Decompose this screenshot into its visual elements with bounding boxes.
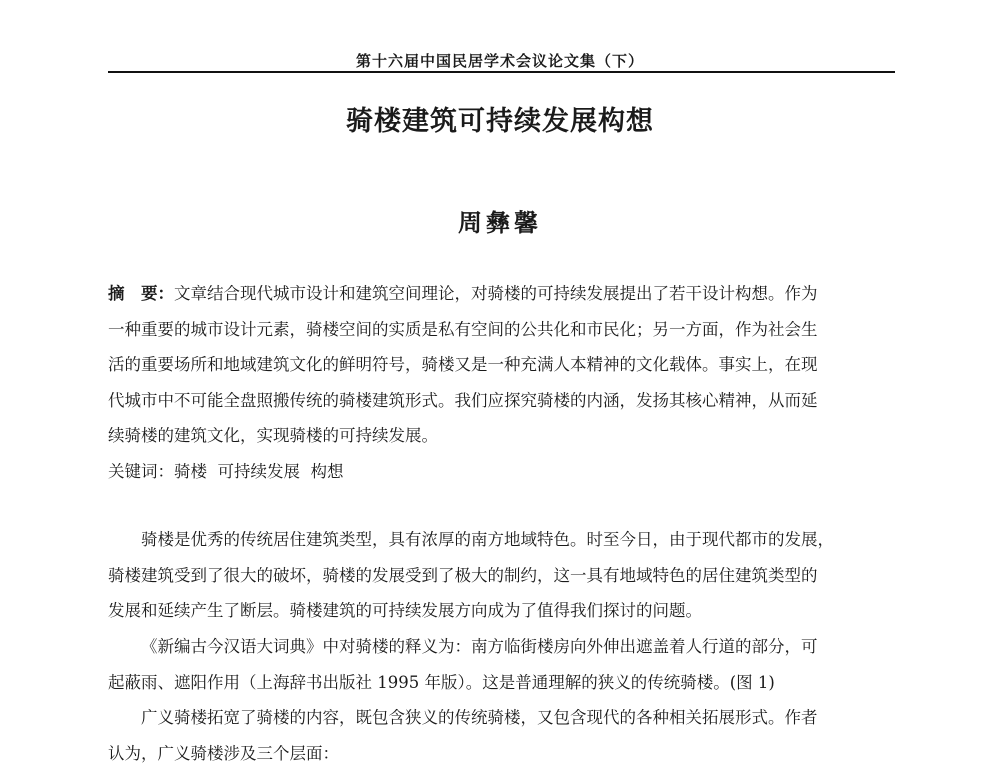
keywords-line [108,454,895,490]
abstract-line: 活的重要场所和地域建筑文化的鲜明符号，骑楼又是一种充满人本精神的文化载体。事实上，在现 [108,355,818,375]
keywords [108,454,895,490]
abstract-line [108,276,895,312]
abstract-text: 文章结合现代城市设计和建筑空间理论，对骑楼的可持续发展提出了若干设计构想。作为 [174,284,818,303]
paragraph-line: 骑楼建筑受到了很大的破坏，骑楼的发展受到了极大的制约，这一具有地域特色的居住建筑类型的 [108,565,818,585]
body-paragraph-2 [108,629,895,700]
abstract [108,276,895,454]
abstract-label: 摘 要： [108,284,174,303]
abstract-line: 代城市中不可能全盘照搬传统的骑楼建筑形式。我们应探究骑楼的内涵，发扬其核心精神，从而延 [108,390,818,410]
paragraph-line: 起蔽雨、遮阳作用（上海辞书出版社 1995 年版）。这是普通理解的狭义的传统骑楼。(图 1) [108,672,775,692]
paragraph-line: 发展和延续产生了断层。骑楼建筑的可持续发展方向成为了值得我们探讨的问题。 [108,601,702,621]
header-rule [108,71,895,73]
abstract-line: 一种重要的城市设计元素，骑楼空间的实质是私有空间的公共化和市民化；另一方面，作为社会生 [108,319,818,339]
abstract-line: 续骑楼的建筑文化，实现骑楼的可持续发展。 [108,426,438,446]
body-paragraph-1 [108,522,895,629]
paragraph-line: 《新编古今汉语大词典》中对骑楼的释义为：南方临街楼房向外伸出遮盖着人行道的部分，可 [141,637,818,656]
paragraph-line: 骑楼是优秀的传统居住建筑类型，具有浓厚的南方地域特色。时至今日，由于现代都市的发展， [141,530,834,549]
keywords-label: 关键词： [108,462,174,481]
body-paragraph-3 [108,700,895,771]
paper-title: 骑楼建筑可持续发展构想 [346,106,654,137]
keywords-text: 骑楼 可持续发展 构想 [174,462,344,481]
paragraph-line: 广义骑楼拓宽了骑楼的内容，既包含狭义的传统骑楼，又包含现代的各种相关拓展形式。作者 [141,708,818,727]
running-header: 第十六届中国民居学术会议论文集（下） [355,52,644,70]
paragraph-line: 认为，广义骑楼涉及三个层面： [108,743,339,763]
author-name: 周彝馨 [458,208,542,237]
